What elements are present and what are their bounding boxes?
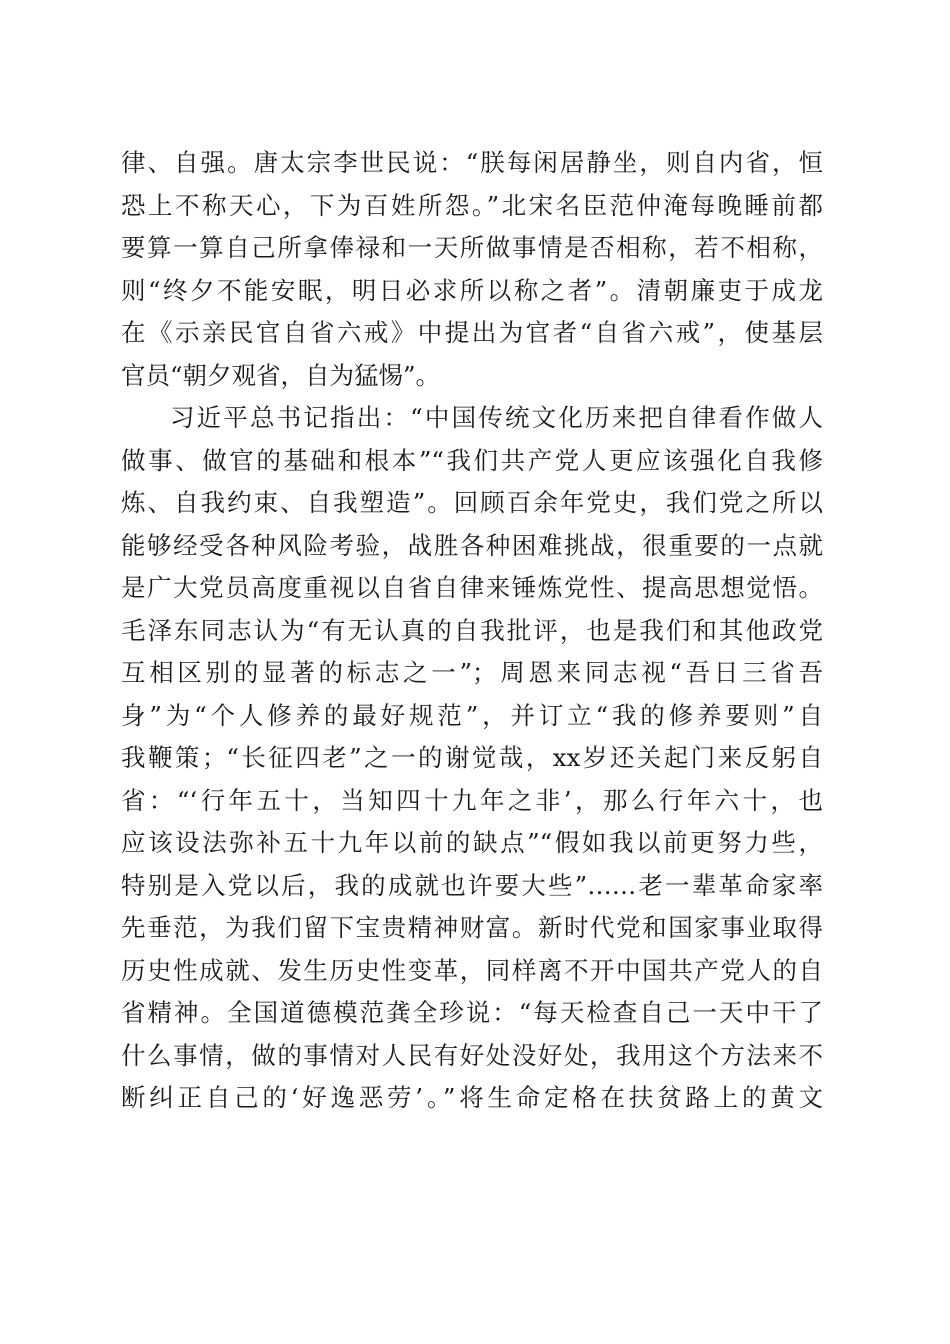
text-line: 能够经受各种风险考验，战胜各种困难挑战，很重要的一点就 bbox=[121, 530, 823, 560]
text-line: 官员“朝夕观省，自为猛惕”。 bbox=[121, 360, 441, 390]
text-line: 断纠正自己的‘好逸恶劳’。”将生命定格在扶贫路上的黄文 bbox=[121, 1083, 823, 1112]
text-line: 省：“‘行年五十，当知四十九年之非’，那么行年六十，也 bbox=[121, 785, 823, 815]
paragraph-2 bbox=[121, 397, 823, 1120]
text-line: 炼、自我约束、自我塑造”。回顾百余年党史，我们党之所以 bbox=[121, 488, 823, 517]
text-line: 我鞭策；“长征四老”之一的谢觉哉，xx岁还关起门来反躬自 bbox=[121, 743, 823, 772]
text-line: 什么事情，做的事情对人民有好处没好处，我用这个方法来不 bbox=[121, 1040, 823, 1070]
text-line: 恐上不称天心，下为百姓所怨。”北宋名臣范仲淹每晚睡前都 bbox=[121, 190, 823, 220]
text-line: 则“终夕不能安眠，明日必求所以称之者”。清朝廉吏于成龙 bbox=[121, 275, 823, 305]
text-line: 省精神。全国道德模范龚全珍说：“每天检查自己一天中干了 bbox=[121, 998, 823, 1027]
text-line: 是广大党员高度重视以自省自律来锤炼党性、提高思想觉悟。 bbox=[121, 573, 823, 602]
text-line: 特别是入党以后，我的成就也许要大些”……老一辈革命家率 bbox=[121, 870, 823, 900]
text-line: 在《示亲民官自省六戒》中提出为官者“自省六戒”，使基层 bbox=[121, 318, 823, 347]
text-line: 毛泽东同志认为“有无认真的自我批评，也是我们和其他政党 bbox=[121, 615, 823, 645]
text-line: 习近平总书记指出：“中国传统文化历来把自律看作做人 bbox=[170, 403, 823, 432]
text-line: 身”为“个人修养的最好规范”，并订立“我的修养要则”自 bbox=[121, 700, 823, 730]
text-line: 历史性成就、发生历史性变革，同样离不开中国共产党人的自 bbox=[121, 955, 823, 985]
text-line: 先垂范，为我们留下宝贵精神财富。新时代党和国家事业取得 bbox=[121, 913, 823, 942]
text-line: 做事、做官的基础和根本”“我们共产党人更应该强化自我修 bbox=[121, 445, 823, 475]
text-line: 要算一算自己所拿俸禄和一天所做事情是否相称，若不相称， bbox=[121, 233, 823, 262]
paragraph-1 bbox=[121, 142, 823, 397]
text-line: 互相区别的显著的标志之一”；周恩来同志视“吾日三省吾 bbox=[121, 658, 823, 687]
text-line: 律、自强。唐太宗李世民说：“朕每闲居静坐，则自内省，恒 bbox=[121, 148, 823, 177]
text-line: 应该设法弥补五十九年以前的缺点”“假如我以前更努力些， bbox=[121, 828, 823, 857]
body-text bbox=[121, 142, 823, 1120]
